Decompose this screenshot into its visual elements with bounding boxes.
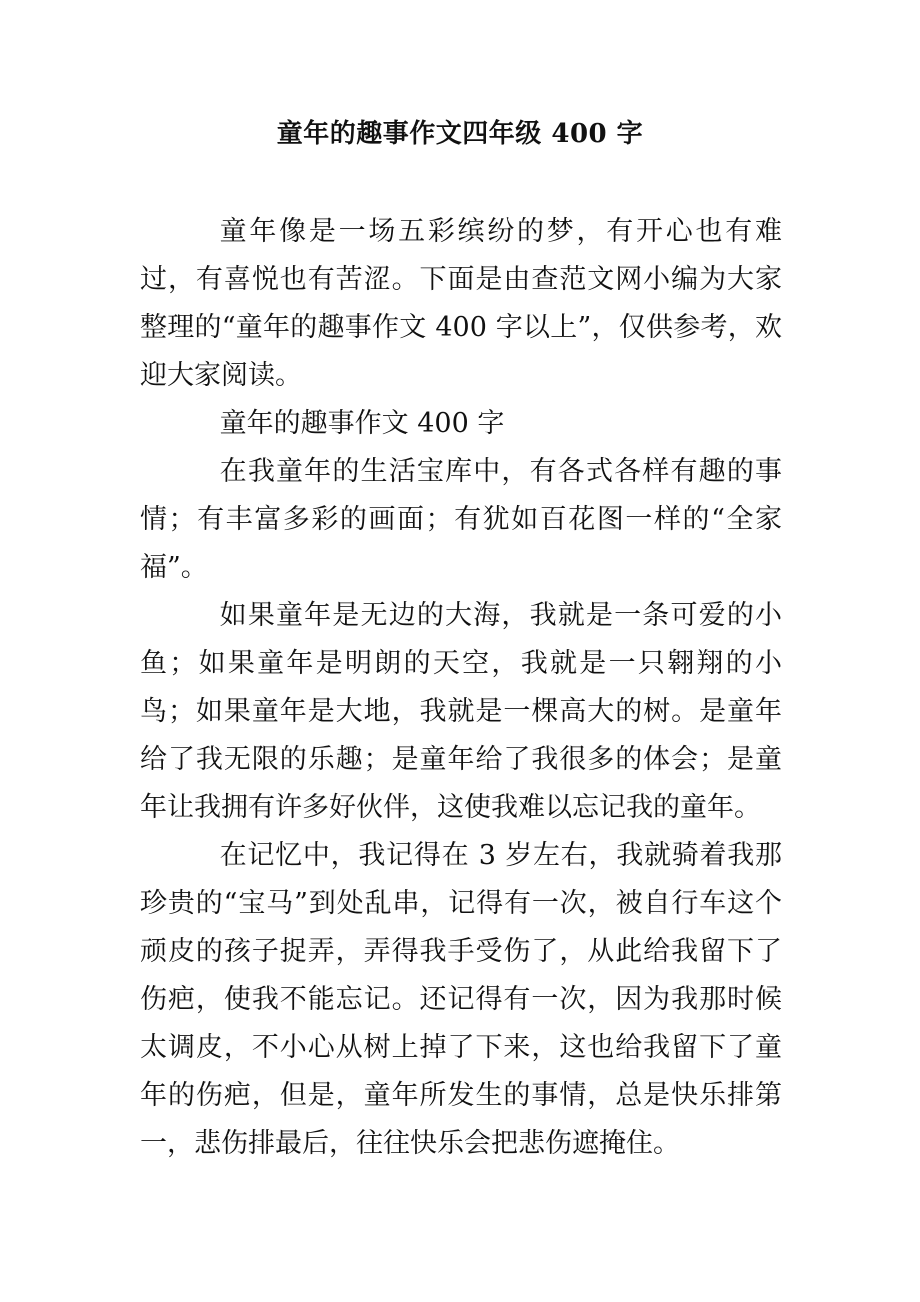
paragraph-metaphors: 如果童年是无边的大海，我就是一条可爱的小鱼；如果童年是明朗的天空，我就是一只翱翔的小鸟；如果童年是大地，我就是一棵高大的树。是童年给了我无限的乐趣；是童年给了我很多的体会；是童年让我拥有许多好伙伴，这使我难以忘记我的童年。: [140, 600, 782, 823]
paragraph-subtitle: 童年的趣事作文 400 字: [219, 408, 505, 439]
paragraph-memories: 在记忆中，我记得在 3 岁左右，我就骑着我那珍贵的“宝马”到处乱串，记得有一次，被自行车这个顽皮的孩子捉弄，弄得我手受伤了，从此给我留下了伤疤，使我不能忘记。还记得有一次，因为我那时候太调皮，不小心从树上掉了下来，这也给我留下了童年的伤疤，但是，童年所发生的事情，总是快乐排第一，悲伤排最后，往往快乐会把悲伤遮掩住。: [140, 840, 782, 1159]
paragraph-intro: 童年像是一场五彩缤纷的梦，有开心也有难过，有喜悦也有苦涩。下面是由查范文网小编为大家整理的“童年的趣事作文 400 字以上”，仅供参考，欢迎大家阅读。: [140, 216, 782, 391]
paragraph-treasury: 在我童年的生活宝库中，有各式各样有趣的事情；有丰富多彩的画面；有犹如百花图一样的“全家福”。: [140, 456, 782, 583]
document-body: [140, 208, 782, 1168]
page-title: 童年的趣事作文四年级 400 字: [276, 119, 644, 149]
